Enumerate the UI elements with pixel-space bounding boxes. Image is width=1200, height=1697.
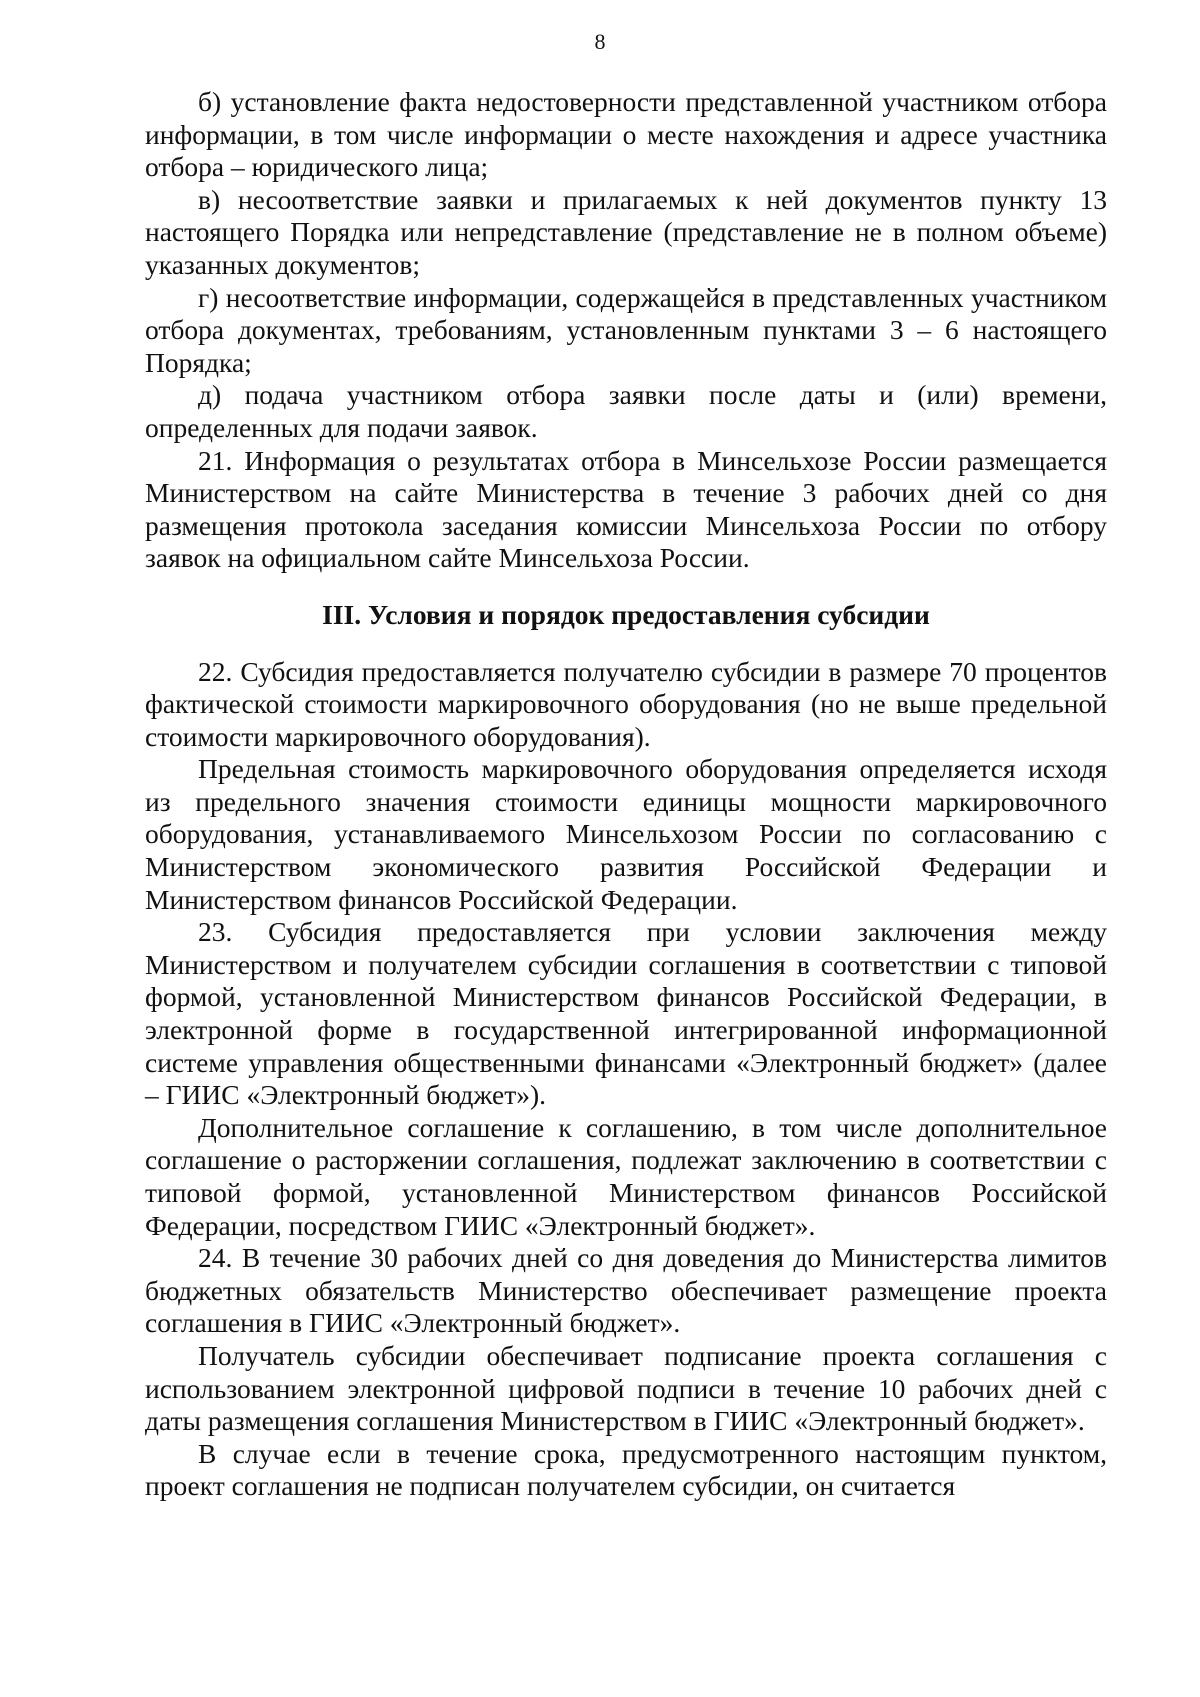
paragraph-22-limit-cost: Предельная стоимость маркировочного оборудования определяется исходя из предельного значения стоимости единицы мощности маркировочного оборудования, устанавливаемого Минсельхозом России по согласованию с Министерством экономического развития Российской Федерации и Министерством финансов Российской Федерации. — [145, 753, 1107, 915]
section-heading: III. Условия и порядок предоставления субсидии — [322, 598, 930, 630]
paragraph-21: 21. Информация о результатах отбора в Минсельхозе России размещается Министерством на сайте Министерства в течение 3 рабочих дней со дня размещения протокола заседания комиссии Минсельхоза России по отбору заявок на официальном сайте Минсельхоза России. — [145, 444, 1107, 574]
paragraph-23: 23. Субсидия предоставляется при условии заключения между Министерством и получателем субсидии соглашения в соответствии с типовой формой, установленной Министерством финансов Российской Федерации, в электронной форме в государственной интегрированной информационной системе управления общественными финансами «Электронный бюджет» (далее – ГИИС «Электронный бюджет»). — [145, 916, 1107, 1111]
paragraph-24: 24. В течение 30 рабочих дней со дня доведения до Министерства лимитов бюджетных обязательств Министерство обеспечивает размещение проекта соглашения в ГИИС «Электронный бюджет». — [145, 1242, 1107, 1339]
document-body — [145, 86, 1107, 1503]
paragraph-v: в) несоответствие заявки и прилагаемых к ней документов пункту 13 настоящего Порядка или непредставление (представление не в полном объеме) указанных документов; — [145, 183, 1107, 280]
paragraph-24-signing: Получатель субсидии обеспечивает подписание проекта соглашения с использованием электронной цифровой подписи в течение 10 рабочих дней с даты размещения соглашения Министерством в ГИИС «Электронный бюджет». — [145, 1339, 1107, 1437]
paragraph-b: б) установление факта недостоверности представленной участником отбора информации, в том числе информации о месте нахождения и адресе участника отбора – юридического лица; — [145, 86, 1107, 183]
paragraph-24-unsigned: В случае если в течение срока, предусмотренного настоящим пунктом, проект соглашения не подписан получателем субсидии, он считается — [145, 1437, 1107, 1502]
paragraph-23-additional-agreement: Дополнительное соглашение к соглашению, в том числе дополнительное соглашение о расторжении соглашения, подлежат заключению в соответствии с типовой формой, установленной Министерством финансов Российской Федерации, посредством ГИИС «Электронный бюджет». — [145, 1111, 1107, 1241]
paragraph-22: 22. Субсидия предоставляется получателю субсидии в размере 70 процентов фактической стоимости маркировочного оборудования (но не выше предельной стоимости маркировочного оборудования). — [145, 655, 1107, 752]
paragraph-g: г) несоответствие информации, содержащейся в представленных участником отбора документах, требованиям, установленным пунктами 3 – 6 настоящего Порядка; — [145, 281, 1107, 378]
page-number: 8 — [594, 29, 606, 54]
paragraph-d: д) подача участником отбора заявки после даты и (или) времени, определенных для подачи заявок. — [145, 379, 1107, 443]
